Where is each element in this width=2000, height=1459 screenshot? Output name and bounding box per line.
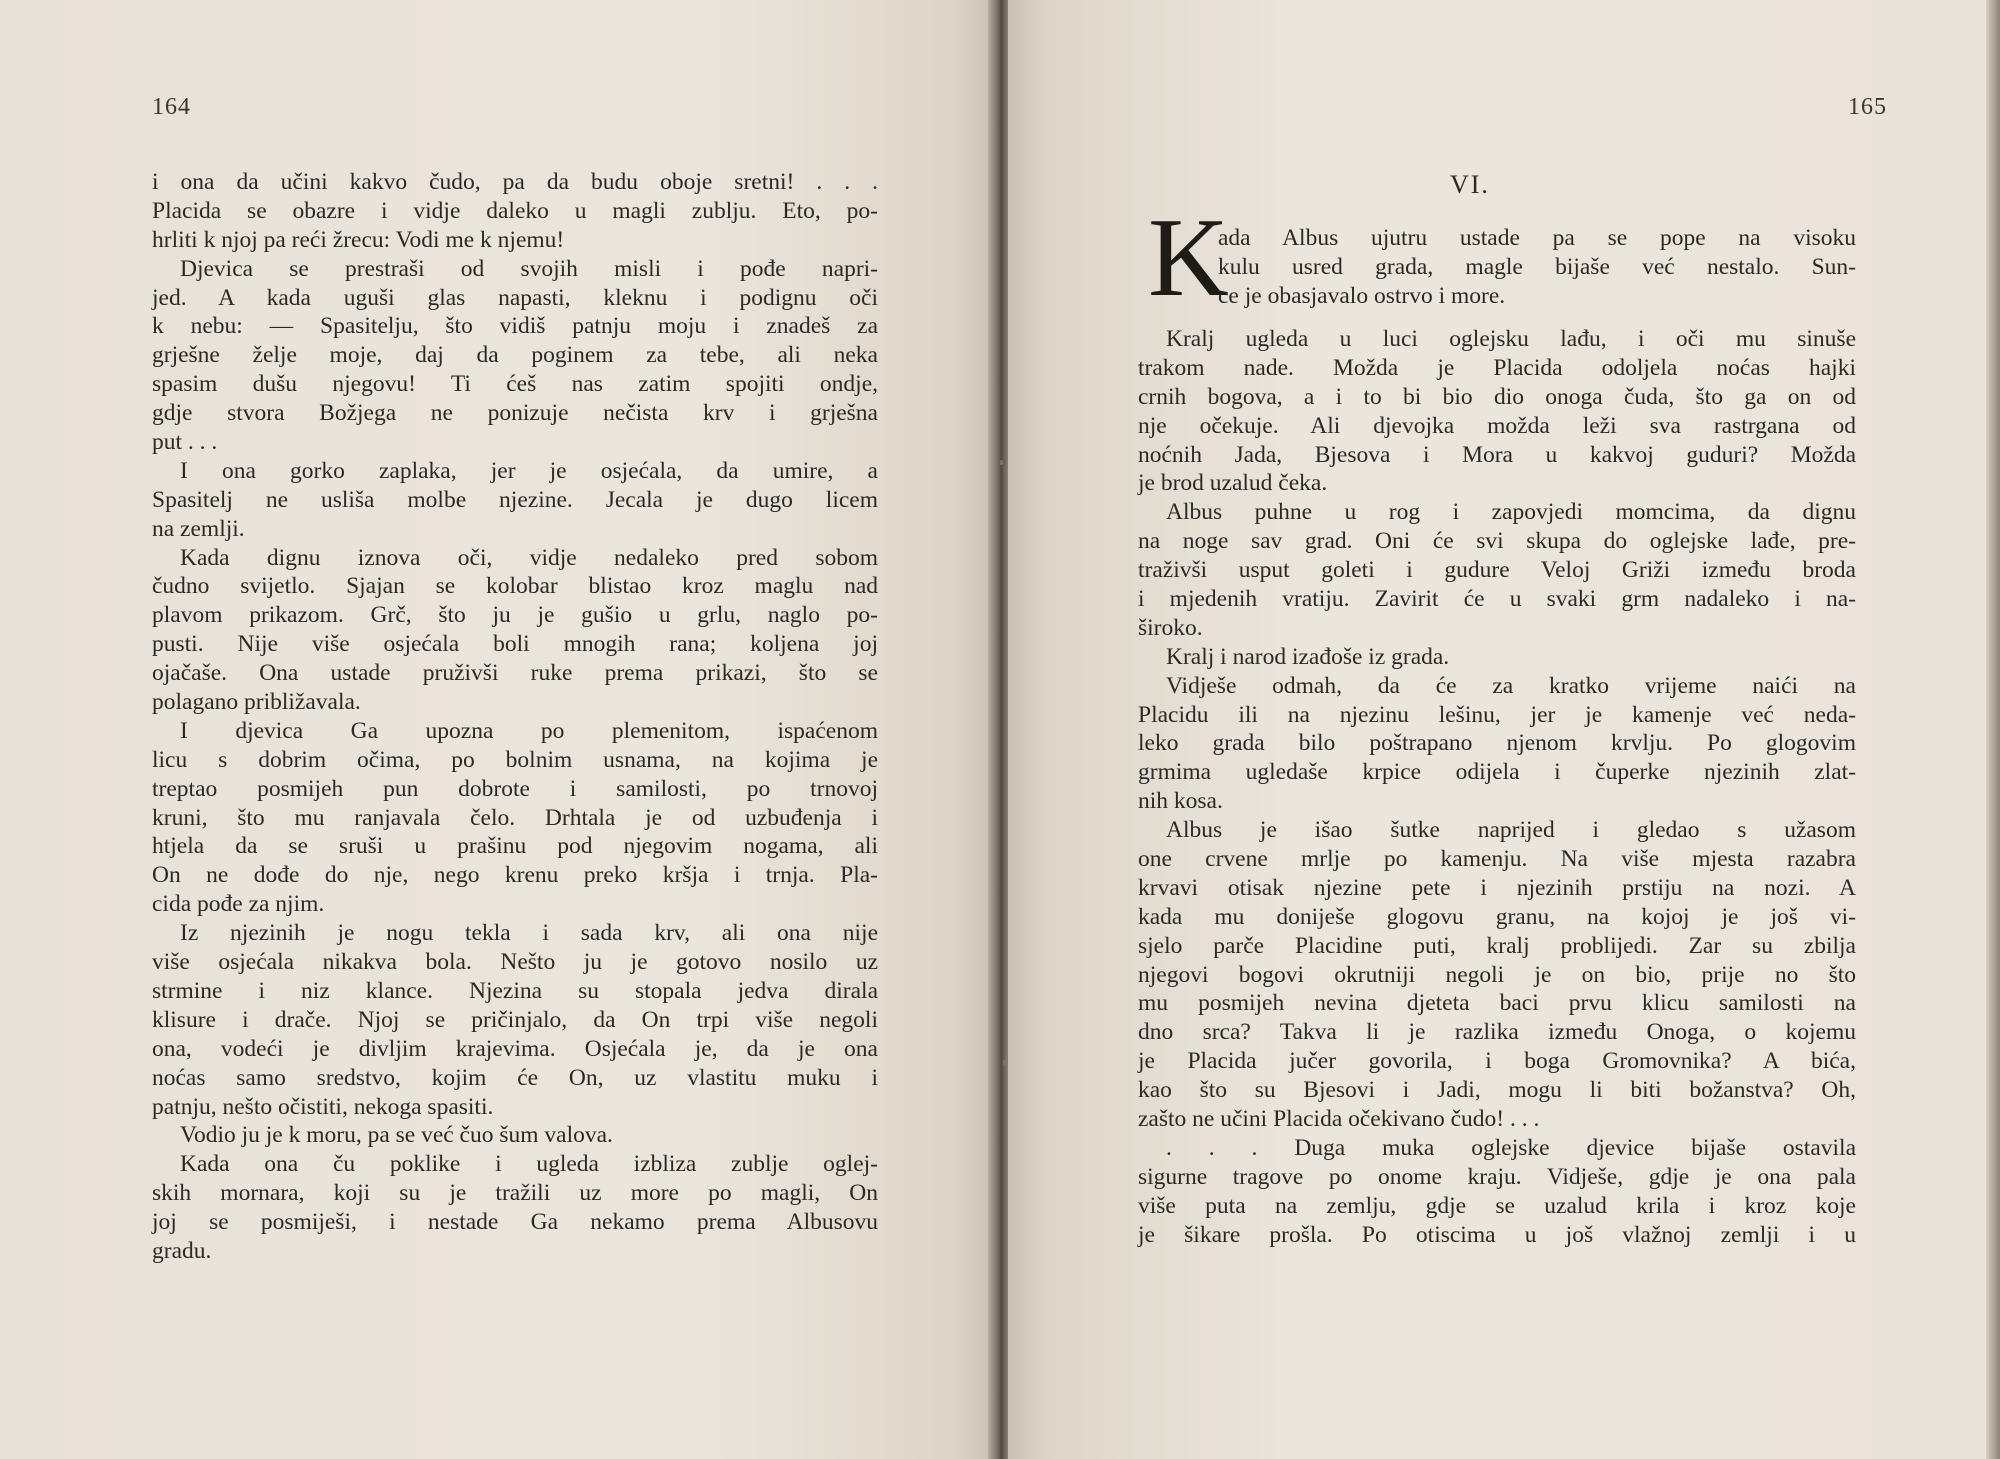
text-line: cida pođe za njim. xyxy=(152,891,325,918)
text-line: i mjedenih vratiju. Zavirit će u svaki grm nadaleko i na- xyxy=(1138,586,1856,613)
text-line: klisure i drače. Njoj se pričinjalo, da On trpi više negoli xyxy=(152,1006,878,1033)
chapter-heading: VI. xyxy=(1450,170,1490,199)
text-line: je šikare prošla. Po otiscima u još vlažnoj zemlji i u xyxy=(1138,1221,1856,1248)
text-line: Djevica se prestraši od svojih misli i pođe napri- xyxy=(180,255,878,282)
text-line: plavom prikazom. Grč, što ju je gušio u grlu, naglo po- xyxy=(152,602,878,629)
text-line: gdje stvora Božjega ne ponizuje nečista krv i grješna xyxy=(152,400,878,427)
text-line: ona, vodeći je divljim krajevima. Osjećala je, da je ona xyxy=(152,1035,878,1062)
drop-cap: K xyxy=(1148,196,1229,320)
text-line: kulu usred grada, magle bijaše već nestalo. Sun- xyxy=(1218,253,1856,280)
text-line: I djevica Ga upozna po plemenitom, ispaćenom xyxy=(180,717,878,744)
text-line: licu s dobrim očima, po bolnim usnama, na kojima je xyxy=(152,746,878,773)
paper-speck xyxy=(1000,460,1003,465)
text-line: sjelo parče Placidine puti, kralj problijedi. Zar su zbilja xyxy=(1138,932,1856,959)
text-line: hrliti k njoj pa reći žrecu: Vodi me k njemu! xyxy=(152,226,565,253)
text-line: pusti. Nije više osjećala boli mnogih rana; koljena joj xyxy=(152,631,878,658)
text-line: Vidješe odmah, da će za kratko vrijeme naići na xyxy=(1166,672,1856,699)
text-line: k nebu: — Spasitelju, što vidiš patnju moju i znadeš za xyxy=(152,313,878,340)
text-line: nih kosa. xyxy=(1138,788,1223,815)
text-line: patnju, nešto očistiti, nekoga spasiti. xyxy=(152,1093,494,1120)
text-line: Kada dignu iznova oči, vidje nedaleko pred sobom xyxy=(180,544,878,571)
text-line: leko grada bilo poštrapano njenom krvlju. Po glogovim xyxy=(1138,730,1856,757)
text-line: mu posmijeh nevina djeteta baci prvu klicu samilosti na xyxy=(1138,990,1856,1017)
text-line: noćnih Jada, Bjesova i Mora u kakvoj guduri? Možda xyxy=(1138,441,1856,468)
text-line: njegovi bogovi okrutniji negoli je on bio, prije no što xyxy=(1138,961,1856,988)
text-line: ada Albus ujutru ustade pa se pope na visoku xyxy=(1218,225,1856,251)
text-line: čudno svijetlo. Sjajan se kolobar blistao kroz maglu nad xyxy=(152,573,878,600)
text-line: kruni, što mu ranjavala čelo. Drhtala je od uzbuđenja i xyxy=(152,804,878,831)
text-line: jed. A kada uguši glas napasti, kleknu i podignu oči xyxy=(152,284,878,311)
text-line: zašto ne učini Placida očekivano čudo! . . . xyxy=(1138,1106,1540,1133)
text-line: one crvene mrlje po kamenju. Na više mjesta razabra xyxy=(1138,846,1856,873)
text-line: kao što su Bjesovi i Jadi, mogu li biti božanstva? Oh, xyxy=(1138,1077,1856,1104)
text-line: On ne dođe do nje, nego krenu preko kršja i trnja. Pla- xyxy=(152,862,878,889)
text-line: Kralj i narod izađoše iz grada. xyxy=(1166,643,1450,670)
text-line: Kralj ugleda u luci oglejsku lađu, i oči mu sinuše xyxy=(1166,326,1856,352)
text-line: nje očekuje. Ali djevojka možda leži sva rastrgana od xyxy=(1138,412,1856,439)
text-line: je brod uzalud čeka. xyxy=(1138,470,1328,497)
paper-speck xyxy=(1003,1060,1006,1065)
text-line: više osjećala nikakva bola. Nešto ju je gotovo nosilo uz xyxy=(152,949,878,976)
text-line: trakom nade. Možda je Placida odoljela noćas hajki xyxy=(1138,354,1856,381)
text-line: kada mu doniješe glogovu granu, na kojoj je još vi- xyxy=(1138,903,1856,930)
text-line: htjela da se sruši u prašinu pod njegovim nogama, ali xyxy=(152,833,878,860)
text-line: Placidu ili na njezinu lešinu, jer je kamenje već neda- xyxy=(1138,701,1856,728)
text-line: grješne želje moje, daj da poginem za tebe, ali neka xyxy=(152,342,878,369)
text-line: treptao posmijeh pun dobrote i samilosti, po trnovoj xyxy=(152,775,878,802)
text-line: traživši usput goleti i gudure Veloj Griži između broda xyxy=(1138,557,1856,584)
text-line: polagano približavala. xyxy=(152,689,361,716)
text-line: Albus je išao šutke naprijed i gledao s užasom xyxy=(1166,817,1856,844)
page-edge xyxy=(1986,0,2000,1459)
text-line: sigurne tragove po onome kraju. Vidješe, gdje je ona pala xyxy=(1138,1163,1856,1190)
text-line: ce je obasjavalo ostrvo i more. xyxy=(1218,282,1506,309)
text-line: na noge sav grad. Oni će svi skupa do oglejske lađe, pre- xyxy=(1138,528,1856,555)
text-line: Vodio ju je k moru, pa se već čuo šum valova. xyxy=(180,1122,613,1149)
text-line: Kada ona ču poklike i ugleda izbliza zublje oglej- xyxy=(180,1151,878,1178)
text-line: Iz njezinih je nogu tekla i sada krv, ali ona nije xyxy=(180,920,878,947)
text-line: na zemlji. xyxy=(152,515,245,542)
text-line: spasim dušu njegovu! Ti ćeš nas zatim spojiti ondje, xyxy=(152,371,878,398)
text-line: crnih bogova, a i to bi bio dio onoga čuda, što ga on od xyxy=(1138,383,1856,410)
text-line: I ona gorko zaplaka, jer je osjećala, da umire, a xyxy=(180,457,878,484)
page-number-right: 165 xyxy=(1848,94,1887,120)
text-line: je Placida jučer govorila, i boga Gromovnika? A bića, xyxy=(1138,1048,1856,1075)
text-line: široko. xyxy=(1138,614,1203,641)
right-page-text xyxy=(1138,325,1856,1250)
text-line: Albus puhne u rog i zapovjedi momcima, da dignu xyxy=(1166,499,1856,526)
text-line: ojačaše. Ona ustade pruživši ruke prema prikazi, što se xyxy=(152,660,878,687)
left-page xyxy=(0,0,992,1459)
text-line: strmine i niz klance. Njezina su stopala jedva dirala xyxy=(152,977,878,1004)
text-line: . . . Duga muka oglejske djevice bijaše ostavila xyxy=(1166,1134,1856,1161)
page-number-left: 164 xyxy=(152,94,191,120)
text-line: krvavi otisak njezine pete i njezinih prstiju na nozi. A xyxy=(1138,874,1856,901)
text-line: skih mornara, koji su je tražili uz more po magli, On xyxy=(152,1180,878,1207)
text-line: i ona da učini kakvo čudo, pa da budu oboje sretni! . . . xyxy=(152,169,878,195)
text-line: Spasitelj ne usliša molbe njezine. Jecala je dugo licem xyxy=(152,486,878,513)
left-page-text xyxy=(152,168,878,1266)
text-line: put . . . xyxy=(152,429,218,456)
text-line: joj se posmiješi, i nestade Ga nekamo prema Albusovu xyxy=(152,1209,878,1236)
text-line: više puta na zemlju, gdje se uzalud krila i kroz koje xyxy=(1138,1192,1856,1219)
right-page-dropcap-text xyxy=(1218,224,1856,311)
text-line: Placida se obazre i vidje daleko u magli zublju. Eto, po- xyxy=(152,197,878,224)
text-line: grmima ugledaše krpice odijela i čuperke njezinih zlat- xyxy=(1138,759,1856,786)
text-line: gradu. xyxy=(152,1237,212,1264)
text-line: noćas samo sredstvo, kojim će On, uz vlastitu muku i xyxy=(152,1064,878,1091)
text-line: dno srca? Takva li je razlika između Onoga, o kojemu xyxy=(1138,1019,1856,1046)
